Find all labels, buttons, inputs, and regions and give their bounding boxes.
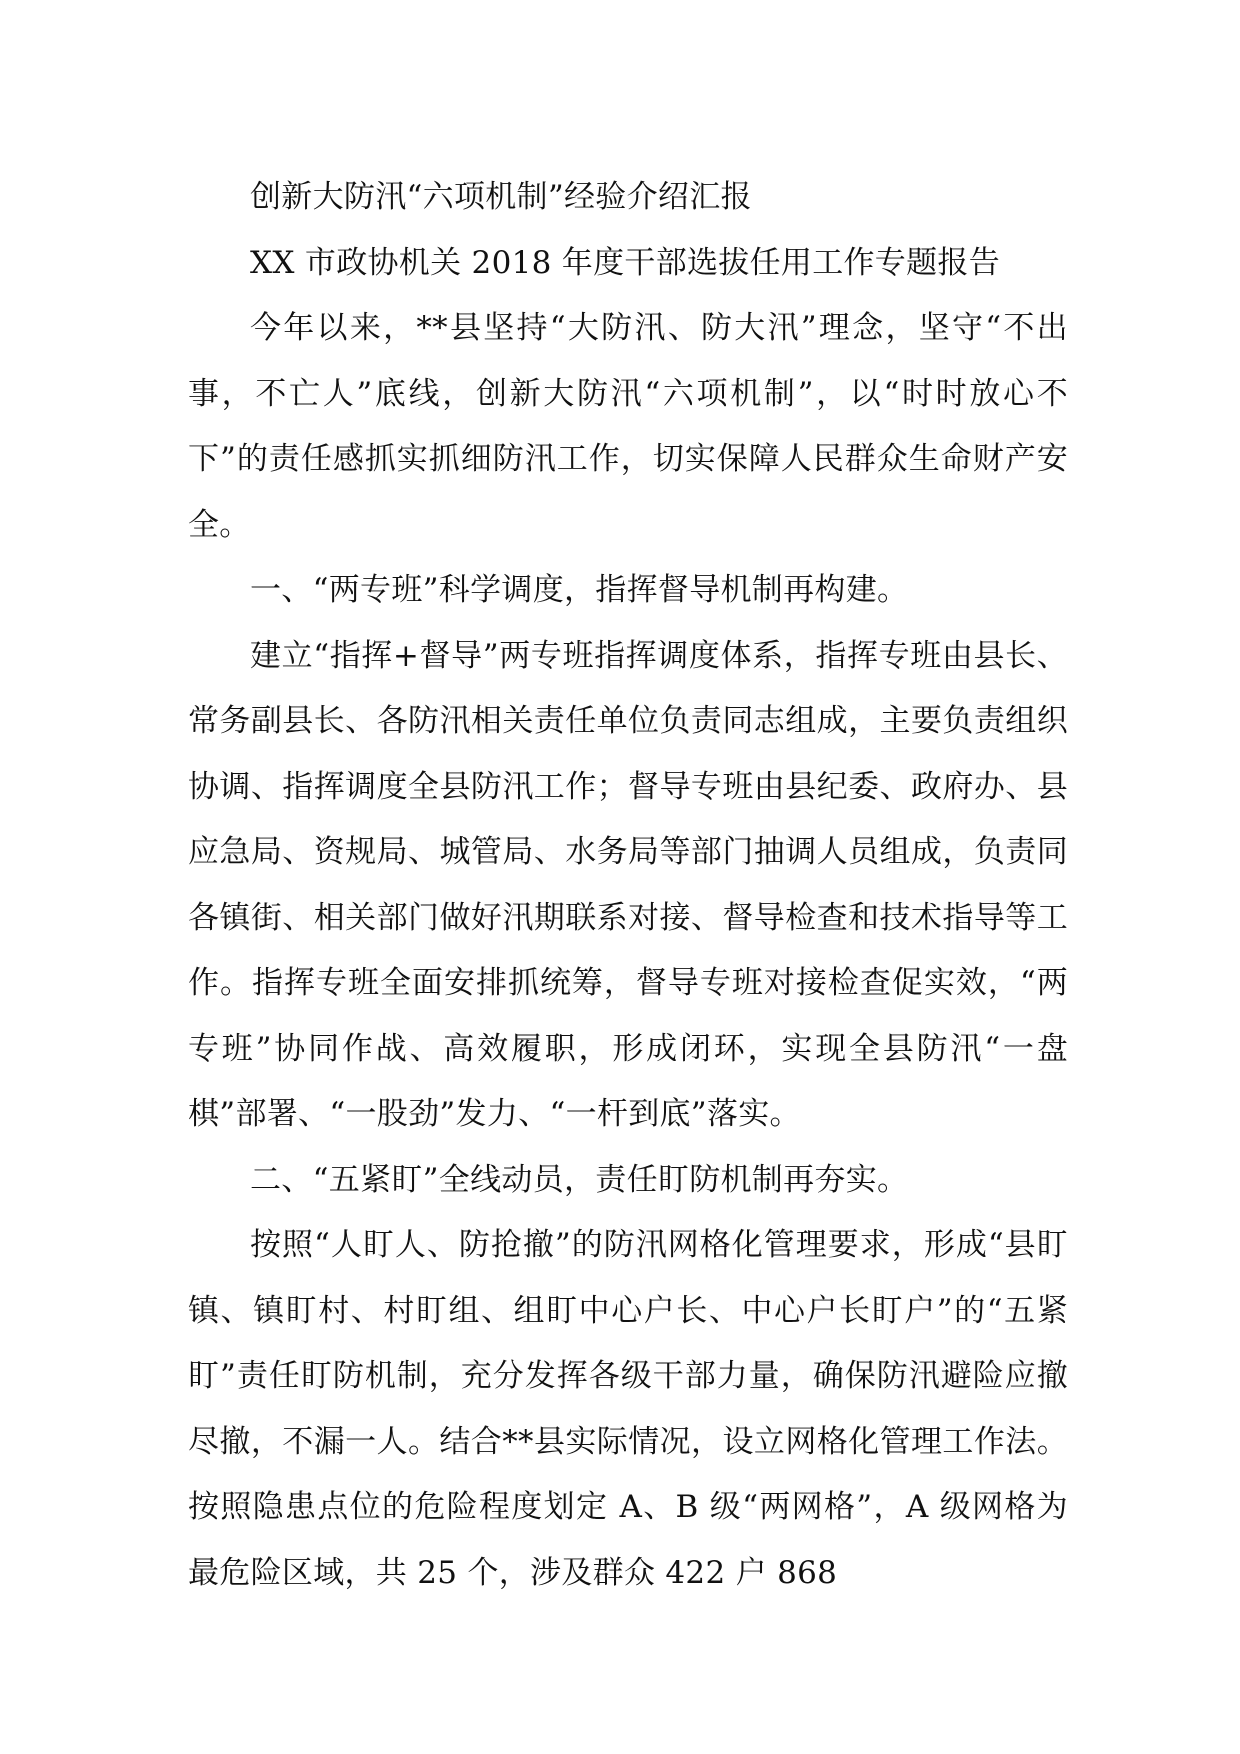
document-body (188, 165, 1068, 1606)
paragraph-section-2: 按照“人盯人、防抢撤”的防汛网格化管理要求，形成“县盯镇、镇盯村、村盯组、组盯中心户长、中心户长盯户”的“五紧盯”责任盯防机制，充分发挥各级干部力量，确保防汛避险应撤尽撤，不漏一人。结合**县实际情况，设立网格化管理工作法。按照隐患点位的危险程度划定 A、B 级“两网格”，A 级网格为最危险区域，共 25 个，涉及群众 422 户 868 (188, 1227, 1068, 1591)
paragraph-section-1: 建立“指挥+督导”两专班指挥调度体系，指挥专班由县长、常务副县长、各防汛相关责任单位负责同志组成，主要负责组织协调、指挥调度全县防汛工作；督导专班由县纪委、政府办、县应急局、资规局、城管局、水务局等部门抽调人员组成，负责同各镇街、相关部门做好汛期联系对接、督导检查和技术指导等工作。指挥专班全面安排抓统筹，督导专班对接检查促实效，“两专班”协同作战、高效履职，形成闭环，实现全县防汛“一盘棋”部署、“一股劲”发力、“一杆到底”落实。 (188, 637, 1068, 1132)
document-subtitle: XX 市政协机关 2018 年度干部选拔任用工作专题报告 (250, 244, 1000, 281)
document-title: 创新大防汛“六项机制”经验介绍汇报 (250, 179, 752, 215)
section-heading-2: 二、“五紧盯”全线动员，责任盯防机制再夯实。 (250, 1161, 909, 1198)
section-heading-1: 一、“两专班”科学调度，指挥督导机制再构建。 (250, 572, 909, 608)
paragraph-intro: 今年以来，**县坚持“大防汛、防大汛”理念，坚守“不出事，不亡人”底线，创新大防汛“六项机制”，以“时时放心不下”的责任感抓实抓细防汛工作，切实保障人民群众生命财产安全。 (188, 310, 1068, 543)
